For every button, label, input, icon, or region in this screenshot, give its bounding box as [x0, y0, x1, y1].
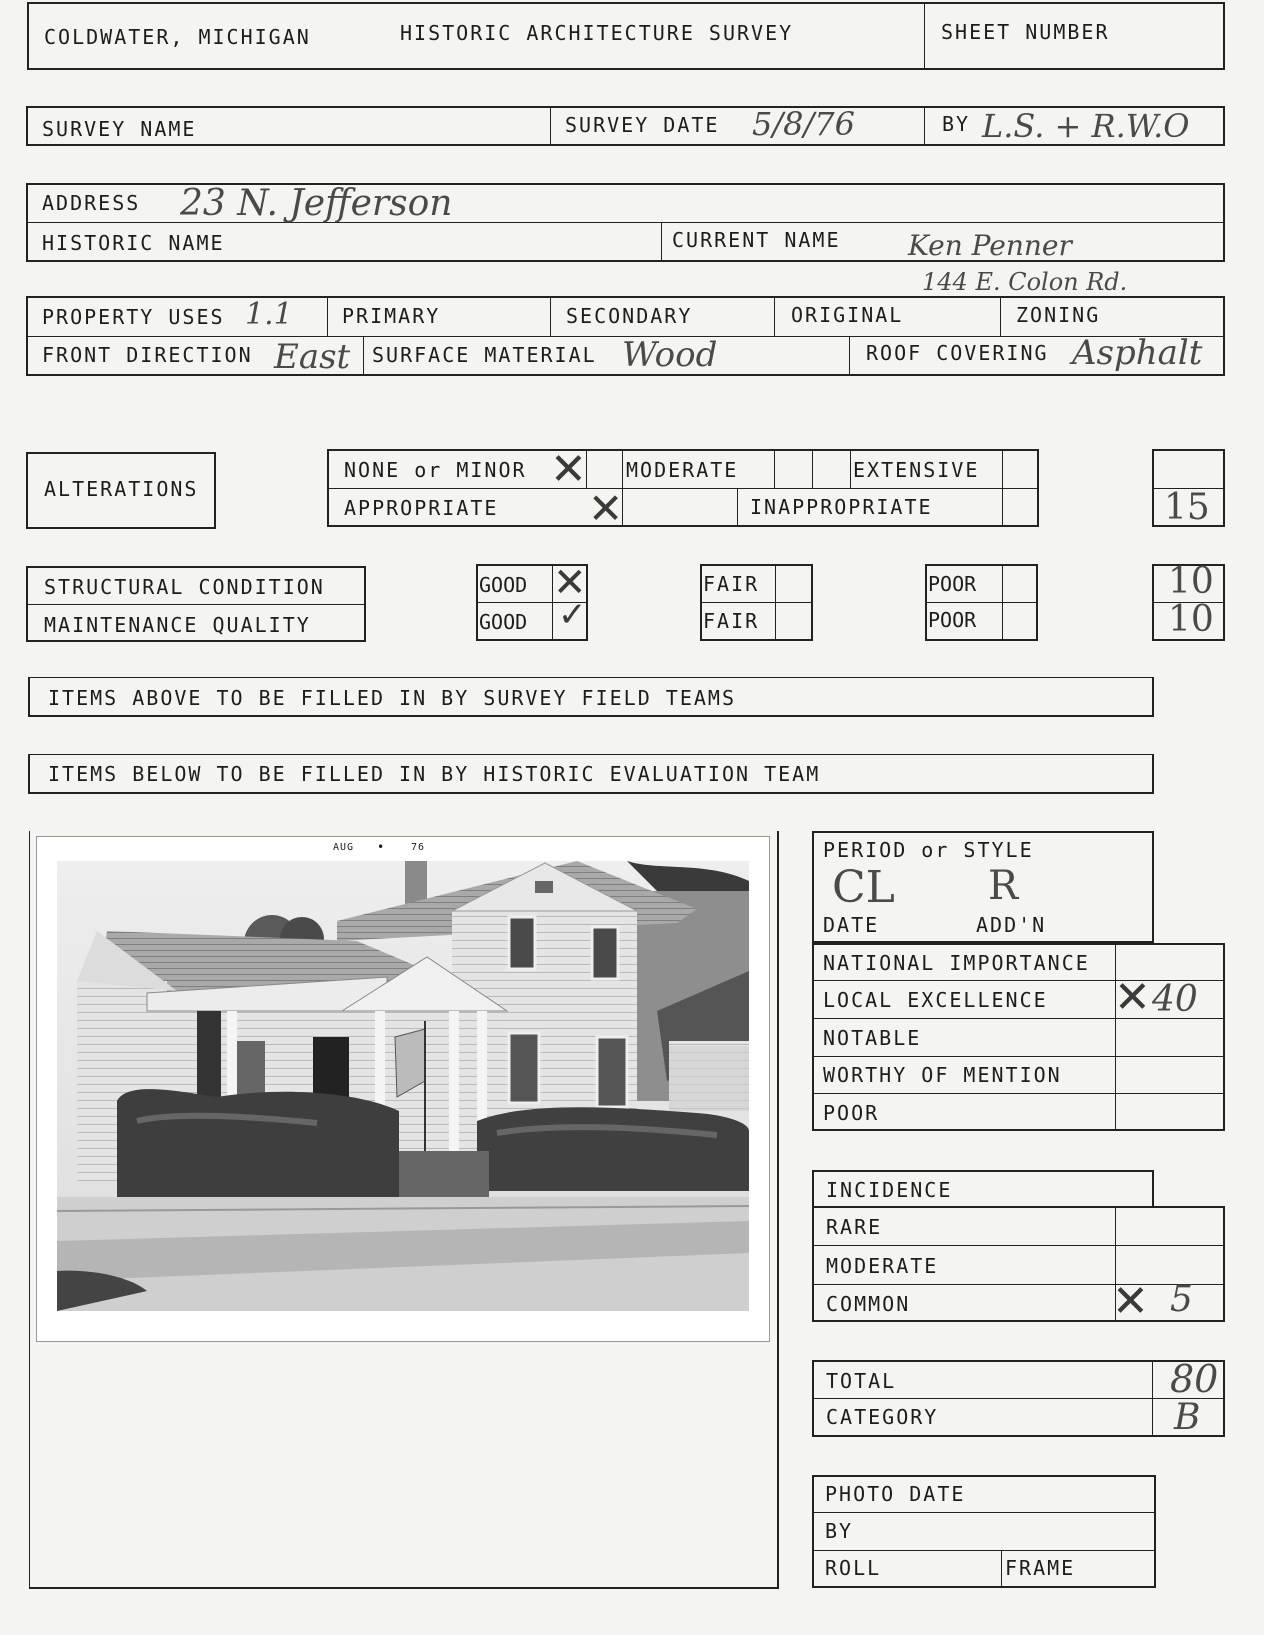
sheet-number-label: SHEET NUMBER — [941, 20, 1110, 44]
note-above: ITEMS ABOVE TO BE FILLED IN BY SURVEY FIELD TEAMS — [48, 686, 737, 710]
photo-stamp-year: 76 — [411, 842, 426, 853]
photo-stamp-month: AUG — [333, 842, 355, 853]
front-direction-label: FRONT DIRECTION — [42, 343, 253, 367]
incidence-label: INCIDENCE — [826, 1178, 953, 1202]
alterations-moderate: MODERATE — [626, 458, 739, 482]
primary-label: PRIMARY — [342, 304, 441, 328]
property-uses-label: PROPERTY USES — [42, 305, 225, 329]
building-photo — [36, 836, 770, 1342]
incidence-rare: RARE — [826, 1215, 883, 1239]
roof-covering-value: Asphalt — [1072, 333, 1203, 373]
photo-date-label: PHOTO DATE — [825, 1482, 966, 1506]
alterations-none-minor: NONE or MINOR — [344, 458, 527, 482]
period-value-2: R — [988, 863, 1019, 909]
frame-label: FRAME — [1005, 1556, 1076, 1580]
survey-date-value: 5/8/76 — [752, 105, 855, 143]
original-label: ORIGINAL — [791, 303, 904, 327]
photo-by-label: BY — [825, 1519, 854, 1543]
local-excellence-score: 40 — [1152, 979, 1198, 1020]
alterations-score: 15 — [1164, 487, 1210, 528]
none-minor-x-mark: ✕ — [550, 444, 587, 495]
incidence-common: COMMON — [826, 1292, 911, 1316]
evaluation-poor-label: POOR — [823, 1101, 880, 1125]
alterations-appropriate: APPROPRIATE — [344, 496, 499, 520]
maintenance-fair: FAIR — [703, 609, 760, 633]
surface-material-label: SURFACE MATERIAL — [372, 343, 597, 367]
appropriate-x-mark: ✕ — [588, 484, 624, 533]
structural-poor: POOR — [928, 572, 977, 596]
roof-covering-label: ROOF COVERING — [866, 341, 1049, 365]
structural-good-x-mark: ✕ — [553, 560, 587, 606]
current-name-address: 144 E. Colon Rd. — [922, 268, 1128, 296]
address-value: 23 N. Jefferson — [180, 183, 453, 224]
structural-fair: FAIR — [703, 572, 760, 596]
total-label: TOTAL — [826, 1369, 897, 1393]
secondary-label: SECONDARY — [566, 304, 693, 328]
maintenance-poor: POOR — [928, 608, 977, 632]
structural-good: GOOD — [479, 573, 528, 597]
addn-label: ADD'N — [976, 913, 1047, 937]
zoning-label: ZONING — [1016, 303, 1101, 327]
current-name-label: CURRENT NAME — [672, 228, 841, 252]
maintenance-good: GOOD — [479, 610, 528, 634]
alterations-extensive: EXTENSIVE — [853, 458, 980, 482]
historic-name-label: HISTORIC NAME — [42, 231, 225, 255]
structural-score: 10 — [1168, 561, 1214, 602]
note-below: ITEMS BELOW TO BE FILLED IN BY HISTORIC EVALUATION TEAM — [48, 762, 821, 786]
surface-material-value: Wood — [622, 335, 718, 375]
maintenance-quality-label: MAINTENANCE QUALITY — [44, 613, 311, 637]
period-value-1: CL — [832, 862, 895, 913]
survey-date-label: SURVEY DATE — [565, 113, 720, 137]
common-x-mark: ✕ — [1112, 1276, 1149, 1327]
common-score: 5 — [1170, 1279, 1193, 1320]
survey-name-label: SURVEY NAME — [42, 117, 197, 141]
total-value: 80 — [1170, 1357, 1219, 1401]
alterations-inappropriate: INAPPROPRIATE — [750, 495, 933, 519]
structural-condition-label: STRUCTURAL CONDITION — [44, 575, 325, 599]
national-importance-label: NATIONAL IMPORTANCE — [823, 951, 1090, 975]
notable-label: NOTABLE — [823, 1026, 922, 1050]
incidence-moderate: MODERATE — [826, 1254, 939, 1278]
address-label: ADDRESS — [42, 191, 141, 215]
worthy-of-mention-label: WORTHY OF MENTION — [823, 1063, 1062, 1087]
property-uses-value: 1.1 — [245, 297, 293, 332]
maintenance-score: 10 — [1168, 599, 1214, 640]
roll-label: ROLL — [825, 1556, 882, 1580]
local-excellence-x-mark: ✕ — [1114, 972, 1151, 1023]
survey-by-value: L.S. + R.W.O — [982, 107, 1190, 145]
category-label: CATEGORY — [826, 1405, 939, 1429]
date-label: DATE — [823, 913, 880, 937]
category-value: B — [1174, 1397, 1201, 1438]
city-label: COLDWATER, MICHIGAN — [44, 25, 311, 49]
local-excellence-label: LOCAL EXCELLENCE — [823, 988, 1048, 1012]
house-photo-illustration — [57, 861, 749, 1311]
photo-stamp-dot: • — [377, 840, 387, 854]
front-direction-value: East — [274, 337, 351, 377]
maintenance-good-check-mark: ✓ — [558, 595, 587, 635]
alterations-label: ALTERATIONS — [44, 477, 199, 501]
current-name-value: Ken Penner — [908, 229, 1072, 262]
period-style-label: PERIOD or STYLE — [823, 838, 1034, 862]
survey-by-label: BY — [942, 112, 971, 136]
survey-title: HISTORIC ARCHITECTURE SURVEY — [400, 21, 794, 45]
